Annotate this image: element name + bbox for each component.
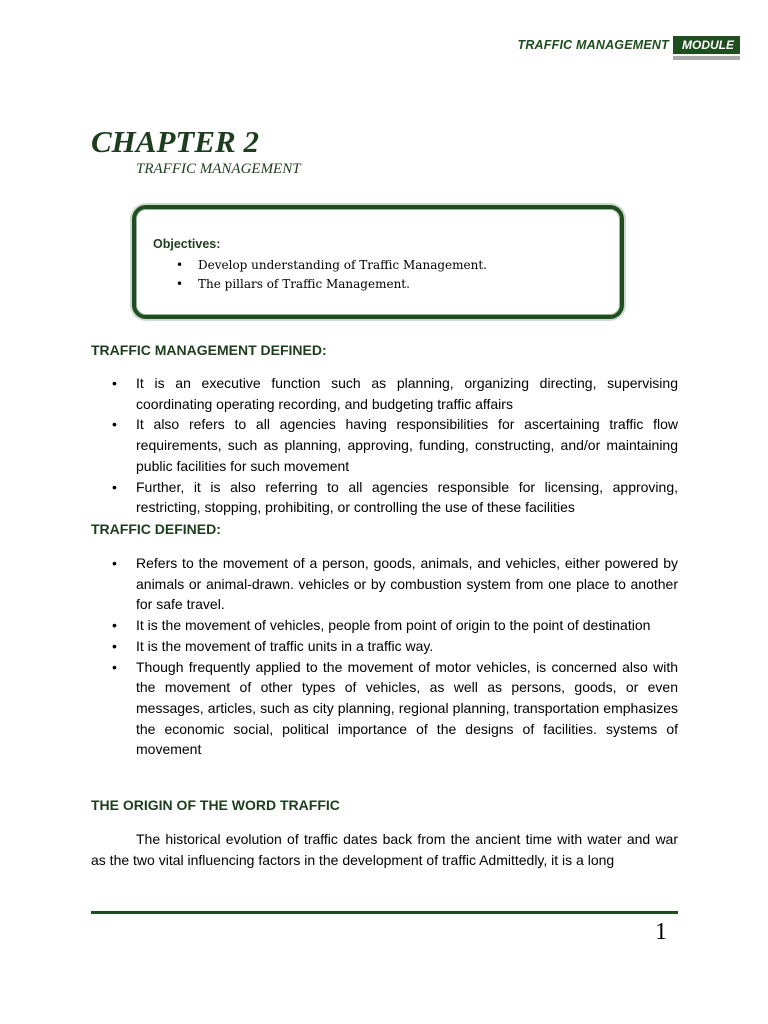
footer-rule	[91, 911, 678, 914]
origin-paragraph: The historical evolution of traffic dates back from the ancient time with water and war as the two vital influencing factors in the development of traffic Admittedly, it is a long	[91, 831, 678, 868]
list-item: • It is an executive function such as planning, organizing directing, supervising coordinating operating recording, and budgeting traffic affairs	[112, 373, 678, 414]
list-item: • Refers to the movement of a person, goods, animals, and vehicles, either powered by animals or animal-drawn. vehicles or by combustion system from one place to another for safe travel.	[112, 553, 678, 615]
traffic-defined-list	[112, 553, 678, 760]
chapter-title: CHAPTER 2	[91, 124, 259, 159]
list-item: • It also refers to all agencies having responsibilities for ascertaining traffic flow requirements, such as planning, approving, funding, constructing, and/or maintaining public facilities for such movement	[112, 414, 678, 476]
list-item: • Though frequently applied to the movement of motor vehicles, is concerned also with the movement of other types of vehicles, as well as persons, goods, or even messages, articles, such as city planning, regional planning, transportation emphasizes the economic social, political importance of the designs of facilities. systems of movement	[112, 657, 678, 761]
list-item: • It is the movement of vehicles, people from point of origin to the point of destination	[112, 615, 678, 636]
page-header	[0, 36, 768, 64]
header-underline	[673, 56, 740, 60]
list-item: • The pillars of Traffic Management.	[176, 275, 487, 294]
section-heading-origin: THE ORIGIN OF THE WORD TRAFFIC	[91, 797, 340, 813]
list-item: • It is the movement of traffic units in a traffic way.	[112, 636, 678, 657]
list-item: • Develop understanding of Traffic Management.	[176, 256, 487, 275]
tm-defined-list	[112, 373, 678, 518]
section-heading-tm-defined: TRAFFIC MANAGEMENT DEFINED:	[91, 342, 327, 358]
objectives-title: Objectives:	[153, 237, 221, 251]
header-title: TRAFFIC MANAGEMENT	[517, 38, 669, 52]
section-heading-traffic-defined: TRAFFIC DEFINED:	[91, 521, 221, 537]
page-number: 1	[655, 919, 667, 945]
list-item: • Further, it is also referring to all agencies responsible for licensing, approving, restricting, stopping, prohibiting, or controlling the use of these facilities	[112, 477, 678, 518]
objectives-box	[132, 205, 624, 319]
chapter-subtitle: TRAFFIC MANAGEMENT	[136, 161, 301, 177]
header-module-tag: MODULE	[673, 36, 740, 54]
objectives-list	[176, 256, 487, 294]
